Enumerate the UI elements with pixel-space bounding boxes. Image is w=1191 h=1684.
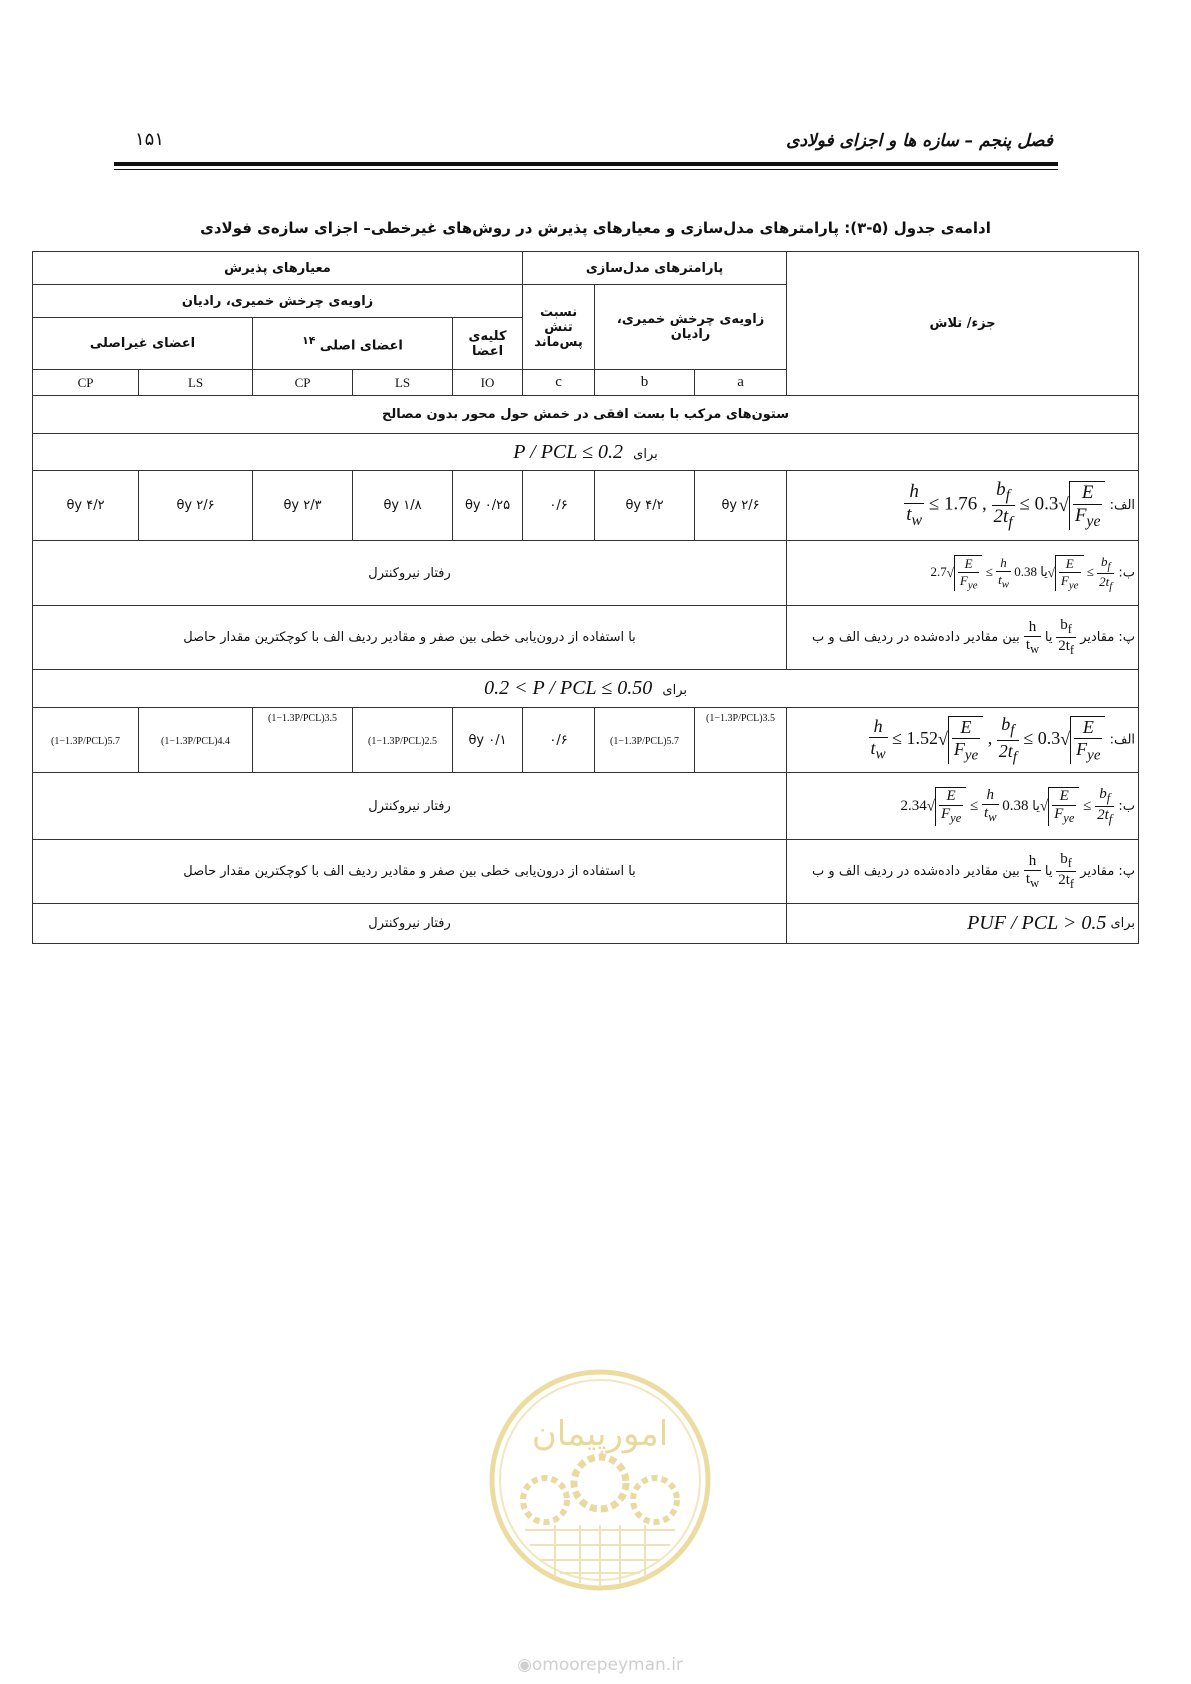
col-c: c [523, 370, 595, 396]
header-rule-thin [114, 169, 1058, 170]
row-b2-criteria: ب: 2.34√ E $F_{ye}$ ≤ $\frac{h}{t_w}$ یا 0.38 √ E $F_{ye}$ ≤ $\frac{b_f}{2t_f}$ [787, 773, 1139, 840]
header-component: جزء/ تلاش [787, 252, 1139, 396]
steel-components-table [32, 251, 1139, 944]
col-ls-secondary: LS [139, 370, 253, 396]
col-a: a [695, 370, 787, 396]
condition-2-formula: 0.2 < P / PCL ≤ 0.50 [484, 677, 653, 699]
header-residual-stress-ratio: نسبت تنش پس‌ماند [523, 285, 595, 370]
chapter-title: فصل پنجم – سازه ها و اجزای فولادی [786, 131, 1053, 151]
header-plastic-angle-modeling: زاویه‌ی چرخش خمیری، رادیان [595, 285, 787, 370]
header-primary-members: اعضای اصلی $^{۱۴}$ [253, 318, 453, 370]
watermark-logo [485, 1365, 715, 1595]
row-a1-a: ۲/۶ θy [695, 471, 787, 541]
row-c2-criteria: پ: مقادیر $\frac{h}{t_w}$ یا $\frac{b_f}{2t_f}$ بین مقادیر داده‌شده در ردیف الف و ب [787, 840, 1139, 904]
row-c1-criteria: پ: مقادیر $\frac{h}{t_w}$ یا $\frac{b_f}{2t_f}$ بین مقادیر داده‌شده در ردیف الف و ب [787, 606, 1139, 670]
row-a2-cp-secondary: 5.7(1−1.3P/PCL) [33, 708, 139, 773]
condition-3: برای PUF / PCL > 0.5 [787, 904, 1139, 944]
header-acceptance-criteria: معیارهای پذیرش [33, 252, 523, 285]
row-a1-ls-primary: ۱/۸ θy [353, 471, 453, 541]
row-a2-cp-primary: 3.5(1−1.3P/PCL) [253, 708, 353, 773]
table-caption: ادامه‌ی جدول (۵-۳): پارامترهای مدل‌سازی و معیارهای پذیرش در روش‌های غیرخطی– اجزای سازه‌ی فولادی [200, 219, 991, 237]
condition-3-formula: PUF / PCL > 0.5 [967, 912, 1107, 934]
row-c1-interpolation: با استفاده از درون‌یابی خطی بین صفر و مقادیر ردیف الف با کوچکترین مقدار حاصل [33, 606, 787, 670]
page-number: ۱۵۱ [135, 129, 165, 150]
row-a2-io: ۰/۱ θy [453, 708, 523, 773]
header-secondary-members: اعضای غیراصلی [33, 318, 253, 370]
row-b1-criteria: ب: 2.7√ E $F_{ye}$ ≤ $\frac{h}{t_w}$ یا 0.38 √ E $F_{ye}$ ≤ $\frac{b_f}{2t_f}$ [787, 541, 1139, 606]
row-a1-c: ۰/۶ [523, 471, 595, 541]
row-a2-criteria: الف: $\frac{h}{t_w}$ ≤ 1.52√ E $F_{ye}$ , $\frac{b_f}{2t_f}$ ≤ 0.3√ E $F_{ye}$ [787, 708, 1139, 773]
row-a2-a: 3.5(1−1.3P/PCL) [695, 708, 787, 773]
row-a1-b: ۴/۲ θy [595, 471, 695, 541]
row-cond3-behavior: رفتار نیروکنترل [33, 904, 787, 944]
row-a1-cp-primary: ۲/۳ θy [253, 471, 353, 541]
row-a2-b: 5.7(1−1.3P/PCL) [595, 708, 695, 773]
footnote-marker: ۱۴ [302, 333, 316, 347]
col-cp-secondary: CP [33, 370, 139, 396]
col-b: b [595, 370, 695, 396]
col-cp-primary: CP [253, 370, 353, 396]
row-a1-cp-secondary: ۴/۲ θy [33, 471, 139, 541]
header-rule-thick [114, 162, 1058, 166]
row-a2-ls-secondary: 4.4(1−1.3P/PCL) [139, 708, 253, 773]
col-ls-primary: LS [353, 370, 453, 396]
row-a2-ls-primary: 2.5(1−1.3P/PCL) [353, 708, 453, 773]
row-c2-interpolation: با استفاده از درون‌یابی خطی بین صفر و مقادیر ردیف الف با کوچکترین مقدار حاصل [33, 840, 787, 904]
col-io: IO [453, 370, 523, 396]
row-a1-criteria: الف: $\frac{h}{t_w}$ ≤ 1.76 , $\frac{b_f}{2t_f}$ ≤ 0.3√ E $F_{ye}$ [787, 471, 1139, 541]
header-modeling-params: پارامترهای مدل‌سازی [523, 252, 787, 285]
condition-1: برای P / PCL ≤ 0.2 [33, 434, 1139, 471]
section-title: ستون‌های مرکب با بست افقی در خمش حول محور بدون مصالح [33, 396, 1139, 434]
header-plastic-angle-acceptance: زاویه‌ی چرخش خمیری، رادیان [33, 285, 523, 318]
watermark-logo-text: امورپیمان [531, 1414, 669, 1454]
watermark-url: ◉omoorepeyman.ir [517, 1655, 683, 1675]
condition-1-formula: P / PCL ≤ 0.2 [513, 440, 624, 463]
row-a1-ls-secondary: ۲/۶ θy [139, 471, 253, 541]
row-a1-io: ۰/۲۵ θy [453, 471, 523, 541]
condition-2: برای 0.2 < P / PCL ≤ 0.50 [33, 670, 1139, 708]
row-a2-c: ۰/۶ [523, 708, 595, 773]
header-all-members: کلیه‌ی اعضا [453, 318, 523, 370]
row-b1-behavior: رفتار نیروکنترل [33, 541, 787, 606]
row-b2-behavior: رفتار نیروکنترل [33, 773, 787, 840]
